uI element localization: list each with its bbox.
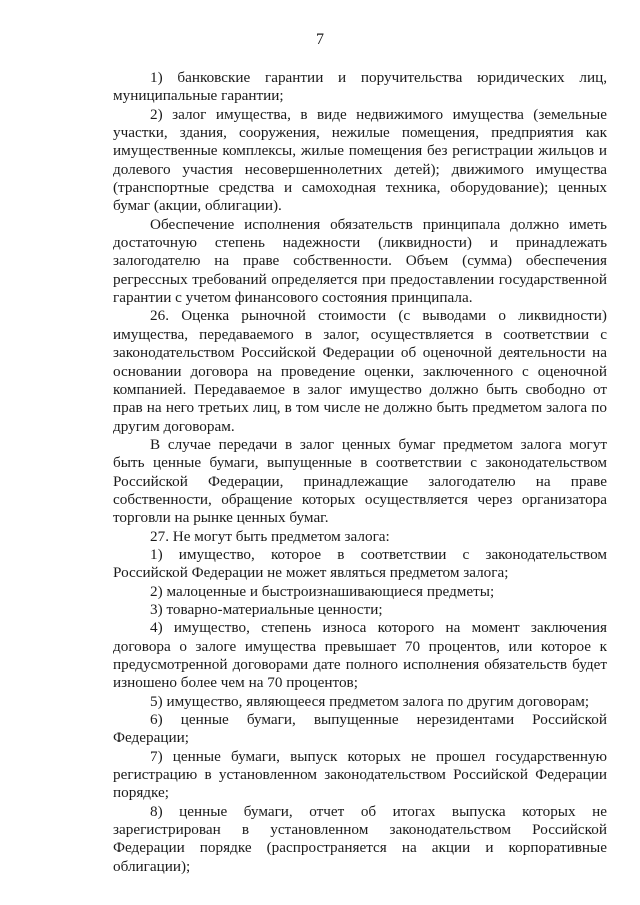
list-item-3: 3) товарно-материальные ценности; [150, 600, 383, 618]
paragraph-securities-pledge: В случае передачи в залог ценных бумаг предметом залога могут быть ценные бумаги, выпущенные в соответствии с законодательством Российской Федерации, принадлежащие залогодателю на праве собственности, обращение которых осуществляется через организатора торговли на рынке ценных бумаг. [113, 435, 607, 527]
paragraph-item-27: 27. Не могут быть предметом залога: [150, 527, 390, 545]
list-item-7: 7) ценные бумаги, выпуск которых не прошел государственную регистрацию в установленном законодательством Российской Федерации порядке; [113, 747, 607, 802]
list-item-4: 4) имущество, степень износа которого на момент заключения договора о залоге имущества превышает 70 процентов, или которое к предусмотренной договорами дате полного исполнения обязательств будет изношено более чем на 70 процентов; [113, 619, 607, 692]
paragraph-pledge-property: 2) залог имущества, в виде недвижимого имущества (земельные участки, здания, сооружения, нежилые помещения, предприятия как имущественные комплексы, жилые помещения без регистрации жильцов и долевого участия несовершеннолетних детей); движимого имущества (транспортные средства и самоходная техника, оборудование); ценных бумаг (акции, облигации). [113, 105, 607, 215]
list-item-8: 8) ценные бумаги, отчет об итогах выпуска которых не зарегистрирован в установленном законодательством Российской Федерации порядке (распространяется на акции и корпоративные облигации); [113, 802, 607, 875]
document-body [113, 69, 607, 876]
page-number: 7 [316, 31, 324, 48]
list-item-5: 5) имущество, являющееся предметом залога по другим договорам; [150, 692, 590, 710]
paragraph-guarantees: 1) банковские гарантии и поручительства юридических лиц, муниципальные гарантии; [113, 69, 607, 105]
paragraph-obligation-security: Обеспечение исполнения обязательств принципала должно иметь достаточную степень надежности (ликвидности) и принадлежать залогодателю на праве собственности. Объем (сумма) обеспечения регрессных требований определяется при предоставлении государственной гарантии с учетом финансового состояния принципала. [113, 215, 607, 307]
list-item-1: 1) имущество, которое в соответствии с законодательством Российской Федерации не может являться предметом залога; [113, 545, 607, 582]
list-item-6: 6) ценные бумаги, выпущенные нерезидентами Российской Федерации; [113, 711, 607, 747]
paragraph-item-26: 26. Оценка рыночной стоимости (с выводами о ликвидности) имущества, передаваемого в залог, осуществляется в соответствии с законодательством Российской Федерации об оценочной деятельности на основании договора на проведение оценки, заключенного с оценочной компанией. Передаваемое в залог имущество должно быть свободно от прав на него третьих лиц, в том числе не должно быть предметом залога по другим договорам. [113, 307, 607, 435]
list-item-2: 2) малоценные и быстроизнашивающиеся предметы; [150, 582, 495, 600]
